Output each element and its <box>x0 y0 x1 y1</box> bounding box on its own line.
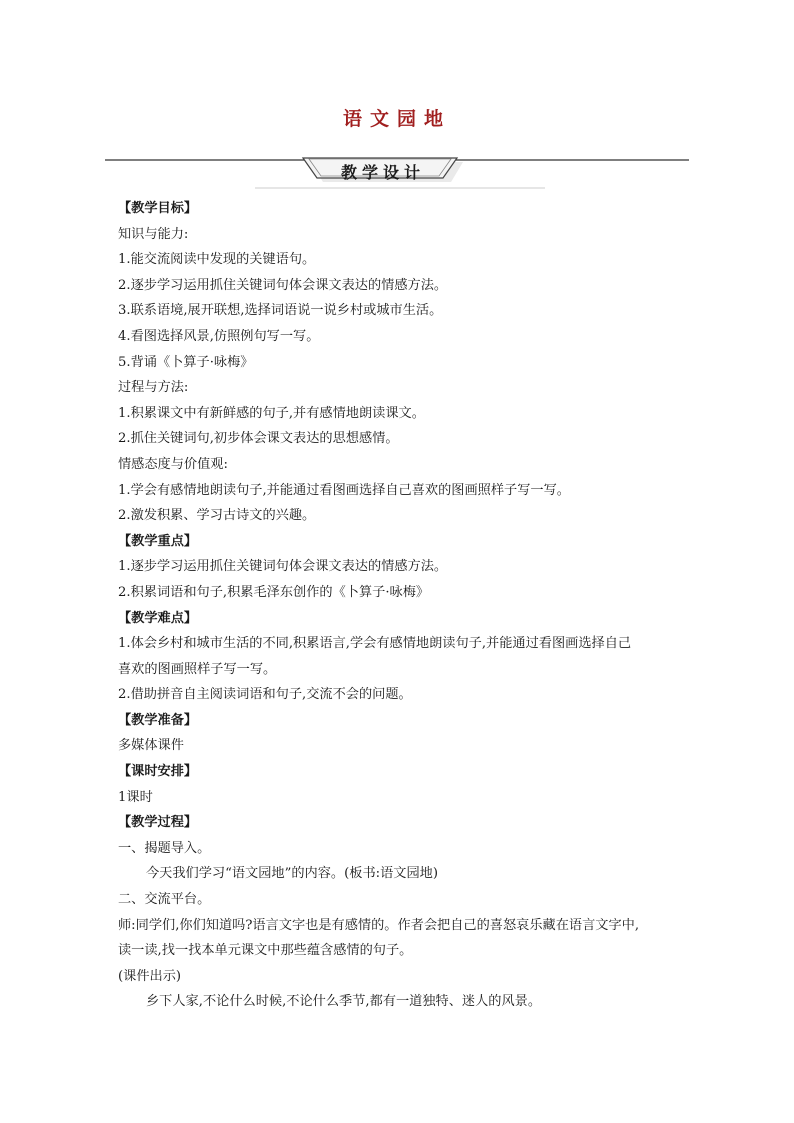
text-line: 2.积累词语和句子,积累毛泽东创作的《卜算子·咏梅》 <box>118 584 430 600</box>
text-line: 1.学会有感情地朗读句子,并能通过看图画选择自己喜欢的图画照样子写一写。 <box>118 482 570 498</box>
text-line: 2.抓住关键词句,初步体会课文表达的思想感情。 <box>118 431 399 447</box>
text-line: 知识与能力: <box>118 226 189 242</box>
text-line: 2.逐步学习运用抓住关键词句体会课文表达的情感方法。 <box>118 277 448 293</box>
text-line: 2.激发积累、学习古诗文的兴趣。 <box>118 508 316 524</box>
text-line: 喜欢的图画照样子写一写。 <box>118 661 277 677</box>
text-line: 师:同学们,你们知道吗?语言文字也是有感情的。作者会把自己的喜怒哀乐藏在语言文字中, <box>118 917 640 933</box>
text-line: 乡下人家,不论什么时候,不论什么季节,都有一道独特、迷人的风景。 <box>146 994 542 1010</box>
text-line: 读一读,找一找本单元课文中那些蕴含感情的句子。 <box>118 943 413 959</box>
section-heading-key-points: 【教学重点】 <box>118 533 198 549</box>
text-line: 一、揭题导入。 <box>118 840 211 856</box>
section-heading-objectives: 【教学目标】 <box>118 201 198 216</box>
text-line: 1.体会乡村和城市生活的不同,积累语言,学会有感情地朗读句子,并能通过看图画选择自己 <box>118 636 632 652</box>
text-line: 1课时 <box>118 789 153 805</box>
text-line: 今天我们学习“语文园地”的内容。(板书:语文园地) <box>146 866 438 882</box>
section-heading-difficulties: 【教学难点】 <box>118 610 198 626</box>
section-banner-label: 教学设计 <box>340 163 425 182</box>
text-line: 1.积累课文中有新鲜感的句子,并有感情地朗读课文。 <box>118 405 425 421</box>
page-title: 语文园地 <box>342 108 451 130</box>
text-line: 2.借助拼音自主阅读词语和句子,交流不会的问题。 <box>118 687 412 703</box>
section-heading-preparation: 【教学准备】 <box>118 712 198 728</box>
text-line: 5.背诵《卜算子·咏梅》 <box>118 354 254 370</box>
text-line: 情感态度与价值观: <box>118 456 228 472</box>
lesson-content <box>118 196 698 1015</box>
text-line: 1.逐步学习运用抓住关键词句体会课文表达的情感方法。 <box>118 559 448 575</box>
section-heading-schedule: 【课时安排】 <box>118 764 198 780</box>
text-line: 1.能交流阅读中发现的关键语句。 <box>118 252 316 268</box>
section-heading-process: 【教学过程】 <box>118 815 198 831</box>
text-line: 3.联系语境,展开联想,选择词语说一说乡村或城市生活。 <box>118 303 443 319</box>
text-line: (课件出示) <box>118 968 182 984</box>
text-line: 4.看图选择风景,仿照例句写一写。 <box>118 328 320 344</box>
text-line: 过程与方法: <box>118 380 189 396</box>
text-line: 二、交流平台。 <box>118 892 211 908</box>
text-line: 多媒体课件 <box>118 738 184 754</box>
